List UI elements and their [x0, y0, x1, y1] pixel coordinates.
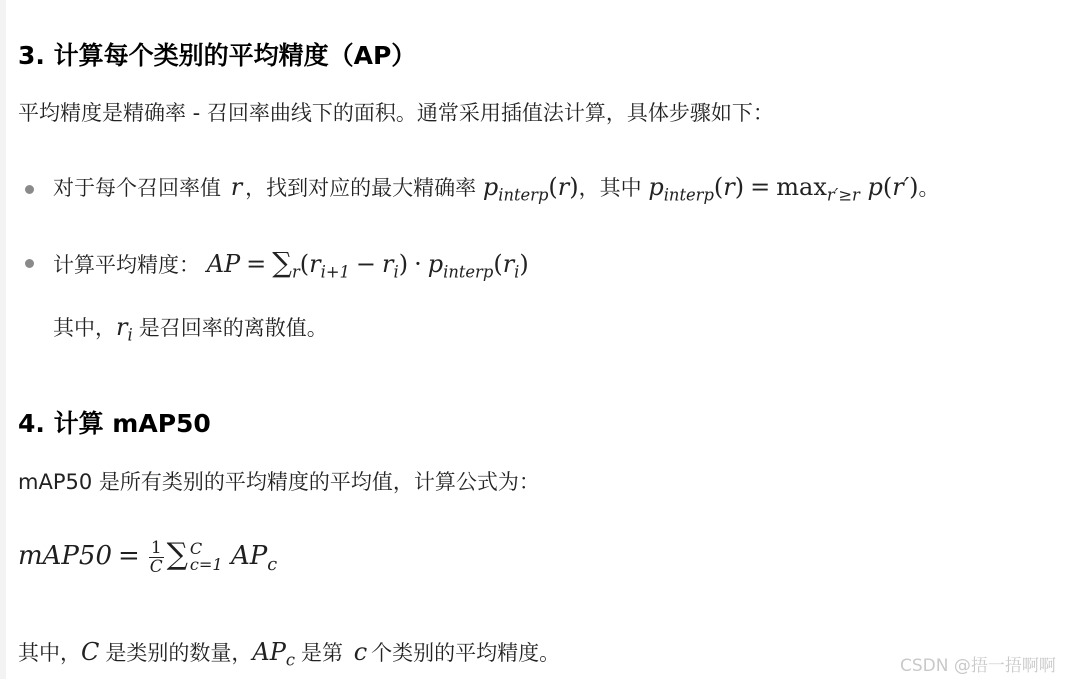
math-i-plus-1: i+1 — [320, 262, 350, 282]
section-4-footer — [18, 637, 560, 670]
math-interp-sub: interp — [498, 185, 549, 205]
math-max: max — [776, 173, 827, 201]
math-p: p — [482, 173, 499, 201]
bullet-1-text-a: 对于每个召回率值 — [53, 176, 221, 200]
math-ap-formula: AP = $\sum_r(r_{i+1} - r_i) \cdot p_{interp}(r_i)$ — [206, 246, 529, 282]
footer-text-d: 个类别的平均精度。 — [371, 641, 561, 665]
left-rule — [0, 0, 6, 679]
math-C: C — [81, 638, 100, 666]
csdn-watermark: CSDN @捂一捂啊啊 — [900, 656, 1056, 676]
math-p-2: p — [648, 173, 664, 201]
section-3-heading: 3. 计算每个类别的平均精度（AP） — [18, 41, 417, 70]
math-c: c — [353, 638, 368, 666]
math-r: r — [230, 173, 243, 201]
math-ap: AP — [206, 250, 241, 278]
math-r-arg-2: r — [723, 173, 735, 201]
math-p-interp-def: $p_{interp}(r) = \max_{r'\ge r} p(r')$ — [648, 173, 919, 205]
section-4-heading: 4. 计算 mAP50 — [18, 409, 211, 438]
math-map50-formula: mAP50 = $\frac{1}{C}$ ∑ C c=1 $AP_c$ — [18, 536, 278, 576]
bullet-1-text-c: ，其中 — [578, 176, 642, 200]
bullet-1-text-b: ，找到对应的最大精确率 — [245, 176, 477, 200]
math-interp-sub-2: interp — [663, 185, 714, 205]
bullet-1-text-end: 。 — [918, 176, 940, 200]
math-ap-c: $AP_c$ — [252, 638, 295, 670]
bullet-item-1 — [53, 172, 940, 205]
math-r-i: $r_i$ — [116, 313, 133, 345]
math-interp-sub-3: interp — [443, 262, 494, 282]
section-3-note — [53, 312, 328, 345]
math-i: i — [393, 262, 399, 282]
math-map50: mAP50 — [18, 541, 113, 571]
footer-text-a: 其中， — [18, 641, 81, 665]
note-text-b: 是召回率的离散值。 — [138, 316, 328, 340]
note-text-a: 其中， — [53, 316, 116, 340]
math-fraction: $\frac{1}{C}$ — [149, 536, 163, 576]
bullet-item-2 — [53, 246, 529, 282]
bullet-dot-2 — [25, 259, 34, 268]
footer-text-b: 是类别的数量， — [105, 641, 253, 665]
math-ap-2: AP — [230, 541, 268, 571]
math-p-4: p — [427, 250, 444, 278]
section-4-intro: mAP50 是所有类别的平均精度的平均值，计算公式为： — [18, 470, 540, 494]
bullet-dot-1 — [25, 185, 34, 194]
math-p-3: p — [867, 173, 883, 201]
section-3-intro: 平均精度是精确率 - 召回率曲线下的面积。通常采用插值法计算，具体步骤如下： — [18, 101, 774, 125]
math-sum-limits: C c=1 — [189, 538, 223, 574]
footer-text-c: 是第 — [301, 641, 343, 665]
bullet-2-text-a: 计算平均精度： — [53, 253, 200, 277]
math-p-interp-r: $p_{interp}(r)$ — [482, 173, 579, 205]
math-r-arg: r — [557, 173, 570, 201]
